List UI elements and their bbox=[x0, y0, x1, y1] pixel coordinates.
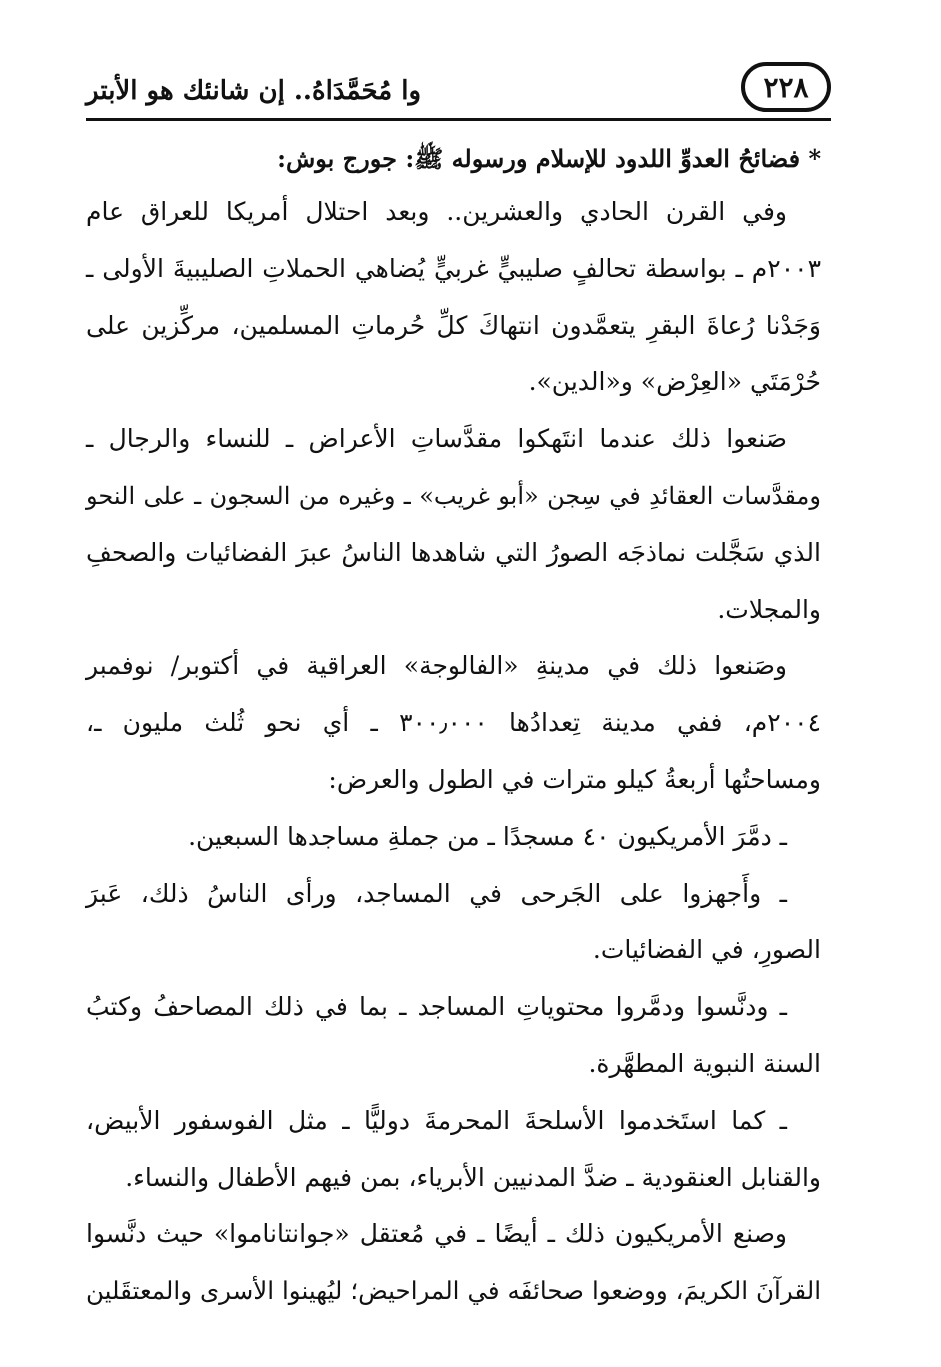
text-line: صَنعوا ذلك عندما انتَهكوا مقدَّساتِ الأعراض ـ للنساء والرجال ـ bbox=[86, 424, 787, 454]
page-body bbox=[86, 134, 821, 1320]
text-line: حُرْمَتَي «العِرْض» و«الدين». bbox=[528, 367, 821, 397]
text-line: ومساحتُها أربعةُ كيلو مترات في الطول والعرض: bbox=[328, 764, 821, 794]
text-line: والمجلات. bbox=[717, 594, 821, 624]
list-item: ـ ودنَّسوا ودمَّروا محتوياتِ المساجد ـ بما في ذلك المصاحفُ وكتبُ bbox=[86, 992, 787, 1022]
text-line: والقنابل العنقودية ـ ضدَّ المدنيين الأبرياء، بمن فيهم الأطفال والنساء. bbox=[125, 1162, 821, 1192]
text-line: الصورِ، في الفضائيات. bbox=[592, 935, 821, 965]
running-header bbox=[86, 62, 831, 122]
text-line: القرآنَ الكريمَ، ووضعوا صحائفَه في المراحيض؛ ليُهينوا الأسرى والمعتقَلين bbox=[86, 1276, 821, 1306]
text-line: ومقدَّسات العقائدِ في سِجن «أبو غريب» ـ وغيره من السجون ـ على النحو bbox=[86, 481, 821, 510]
text-line: ٢٠٠٤م، ففي مدينة تِعدادُها ٣٠٠٫٠٠٠ ـ أي نحو ثُلث مليون ـ، bbox=[86, 708, 821, 738]
text-line: وفي القرن الحادي والعشرين.. وبعد احتلال أمريكا للعراق عام bbox=[86, 197, 787, 226]
list-item: ـ دمَّرَ الأمريكيون ٤٠ مسجدًا ـ من جملةِ مساجدها السبعين. bbox=[188, 821, 787, 851]
text-line: السنة النبوية المطهَّرة. bbox=[588, 1048, 821, 1078]
list-item: ـ وأَجهزوا على الجَرحى في المساجد، ورأى الناسُ ذلك، عَبرَ bbox=[86, 878, 787, 908]
list-item: ـ كما استَخدموا الأسلحةَ المحرمةَ دوليًّا ـ مثل الفوسفور الأبيض، bbox=[86, 1105, 787, 1135]
section-heading: * فضائحُ العدوِّ اللدود للإسلام ورسوله ﷺ: جورج بوش: bbox=[277, 144, 821, 173]
text-line: ٢٠٠٣م ـ بواسطة تحالفٍ صليبيٍّ غربيٍّ يُضاهي الحملاتِ الصليبيةَ الأولى ـ bbox=[86, 253, 821, 283]
text-line: الذي سَجَّلت نماذجَه الصورُ التي شاهدها الناسُ عبرَ الفضائيات والصحفِ bbox=[86, 537, 821, 567]
text-line: وَجَدْنا رُعاةَ البقرِ يتعمَّدون انتهاكَ كلِّ حُرماتِ المسلمين، مركِّزين على bbox=[86, 310, 821, 340]
book-title: وا مُحَمَّدَاهُ.. إن شانئك هو الأبتر bbox=[86, 76, 422, 106]
text-line: وصَنعوا ذلك في مدينةِ «الفالوجة» العراقية في أكتوبر/ نوفمبر bbox=[86, 651, 787, 681]
text-line: وصنع الأمريكيون ذلك ـ أيضًا ـ في مُعتقل «جوانتاناموا» حيث دنَّسوا bbox=[86, 1219, 787, 1249]
header-divider bbox=[86, 118, 831, 121]
page-number: ٢٢٨ bbox=[741, 62, 831, 112]
